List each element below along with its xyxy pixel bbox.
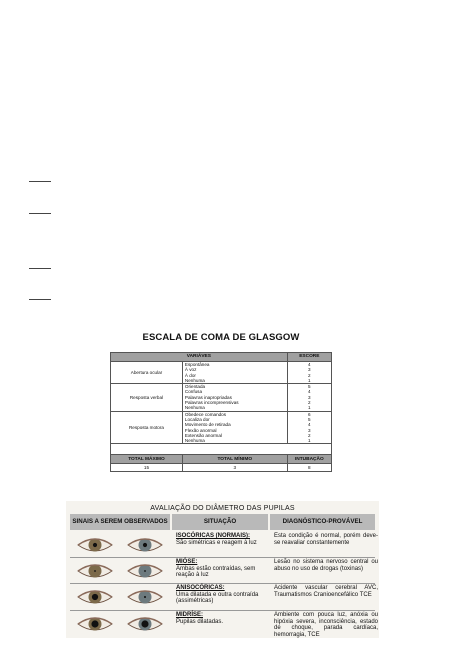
category-label: Resposta verbal bbox=[111, 384, 183, 411]
situation-cell bbox=[176, 585, 270, 605]
score-value: 5 bbox=[287, 417, 331, 422]
category-label: Resposta motora bbox=[111, 411, 183, 444]
response-label: À voz bbox=[182, 367, 287, 372]
total-min-value: 3 bbox=[182, 464, 287, 472]
eye-icon bbox=[76, 614, 114, 634]
response-label: Orientada bbox=[182, 384, 287, 390]
pupil-mark bbox=[92, 594, 98, 600]
response-label: Confusa bbox=[182, 389, 287, 394]
situation-text: Ambas estão contraídas, sem reação à luz bbox=[176, 565, 256, 579]
response-label: Nenhuma bbox=[182, 405, 287, 411]
response-label: Movimento de retirada bbox=[182, 422, 287, 427]
situation-text: Pupilas dilatadas. bbox=[176, 618, 224, 625]
score-value: 6 bbox=[287, 411, 331, 417]
response-label: Localiza dor bbox=[182, 417, 287, 422]
row-separator bbox=[70, 557, 375, 558]
header-variaveis: VARIÁVES bbox=[111, 353, 288, 362]
score-value: 2 bbox=[287, 433, 331, 438]
pupil-mark bbox=[144, 596, 146, 598]
pupil-mark bbox=[91, 620, 98, 627]
situation-text: Uma dilatada e outra contraída (assimétricas) bbox=[176, 591, 259, 605]
eyes-illustration bbox=[70, 585, 170, 611]
eyes-illustration bbox=[70, 559, 170, 585]
eyes-illustration bbox=[70, 612, 170, 638]
score-value: 3 bbox=[287, 395, 331, 400]
response-label: Nenhuma bbox=[182, 378, 287, 384]
pupil-mark bbox=[143, 543, 147, 547]
response-label: Palavras incompreensivas bbox=[182, 400, 287, 405]
score-value: 1 bbox=[287, 378, 331, 384]
divider-line-4 bbox=[29, 299, 51, 300]
condition-name: MIÓSE: bbox=[176, 559, 198, 565]
eye-icon bbox=[76, 535, 114, 555]
divider-line-1 bbox=[29, 181, 51, 182]
score-value: 4 bbox=[287, 362, 331, 368]
row-separator bbox=[70, 610, 375, 611]
score-value: 5 bbox=[287, 384, 331, 390]
response-label: Nenhuma bbox=[182, 438, 287, 444]
situation-cell bbox=[176, 559, 270, 579]
eye-icon bbox=[126, 587, 164, 607]
situation-cell bbox=[176, 533, 270, 546]
eye-icon bbox=[126, 561, 164, 581]
header-signs: SINAIS A SEREM OBSERVADOS bbox=[70, 514, 170, 530]
eye-icon bbox=[76, 561, 114, 581]
total-min-header: TOTAL MÍNIMO bbox=[182, 455, 287, 464]
intubation-header: INTUBAÇÃO bbox=[287, 455, 331, 464]
score-value: 3 bbox=[287, 428, 331, 433]
condition-name: MIDRÍSE: bbox=[176, 612, 203, 618]
pupil-title: AVALIAÇÃO DO DIÂMETRO DAS PUPILAS bbox=[150, 505, 295, 512]
situation-text: São simétricas e reagem à luz bbox=[176, 539, 257, 546]
glasgow-table bbox=[110, 352, 332, 472]
pupil-mark bbox=[144, 570, 146, 572]
diagnosis-text: Acidente vascular cerebral AVC, Traumatismos Cranioencefálico TCE bbox=[274, 585, 378, 598]
pupil-assessment-panel bbox=[66, 501, 379, 638]
eye-icon bbox=[76, 587, 114, 607]
header-diagnosis: DIAGNÓSTICO-PROVÁVEL bbox=[270, 514, 375, 530]
diagnosis-text: Ambiente com pouca luz, anóxia ou hipóxia severa, inconsciência, estado de choque, parada cardíaca, hemorragia, TCE bbox=[274, 612, 378, 638]
score-value: 1 bbox=[287, 405, 331, 411]
score-value: 4 bbox=[287, 422, 331, 427]
condition-name: ANISOCÓRICAS: bbox=[176, 585, 225, 591]
score-value: 4 bbox=[287, 389, 331, 394]
score-value: 1 bbox=[287, 438, 331, 444]
score-value: 3 bbox=[287, 367, 331, 372]
pupil-mark bbox=[93, 543, 97, 547]
score-value: 2 bbox=[287, 373, 331, 378]
intubation-value: 8 bbox=[287, 464, 331, 472]
condition-name: ISOCÓRICAS (NORMAIS): bbox=[176, 533, 250, 539]
category-label: Abertura ocular bbox=[111, 362, 183, 384]
diagnosis-text: Lesão no sistema nervoso central ou abuso no uso de drogas (toxinas) bbox=[274, 559, 378, 572]
divider-line-2 bbox=[29, 213, 51, 214]
eye-icon bbox=[126, 535, 164, 555]
response-label: Obedece comandos bbox=[182, 411, 287, 417]
header-situation: SITUAÇÃO bbox=[172, 514, 268, 530]
response-label: À dor bbox=[182, 373, 287, 378]
eyes-illustration bbox=[70, 533, 170, 559]
glasgow-title: ESCALA DE COMA DE GLASGOW bbox=[142, 332, 300, 343]
row-separator bbox=[70, 583, 375, 584]
total-max-header: TOTAL MÁXIMO bbox=[111, 455, 183, 464]
score-value: 2 bbox=[287, 400, 331, 405]
response-label: Extensão anormal bbox=[182, 433, 287, 438]
pupil-mark bbox=[94, 570, 96, 572]
response-label: Flexão anormal bbox=[182, 428, 287, 433]
diagnosis-text: Esta condição é normal, porém deve-se reavaliar constantemente bbox=[274, 533, 378, 546]
situation-cell bbox=[176, 612, 270, 625]
total-max-value: 15 bbox=[111, 464, 183, 472]
header-escore: ESCORE bbox=[287, 353, 331, 362]
response-label: Palavras inapropriadas bbox=[182, 395, 287, 400]
pupil-mark bbox=[141, 620, 148, 627]
eye-icon bbox=[126, 614, 164, 634]
response-label: Espontânea bbox=[182, 362, 287, 368]
divider-line-3 bbox=[29, 268, 51, 269]
